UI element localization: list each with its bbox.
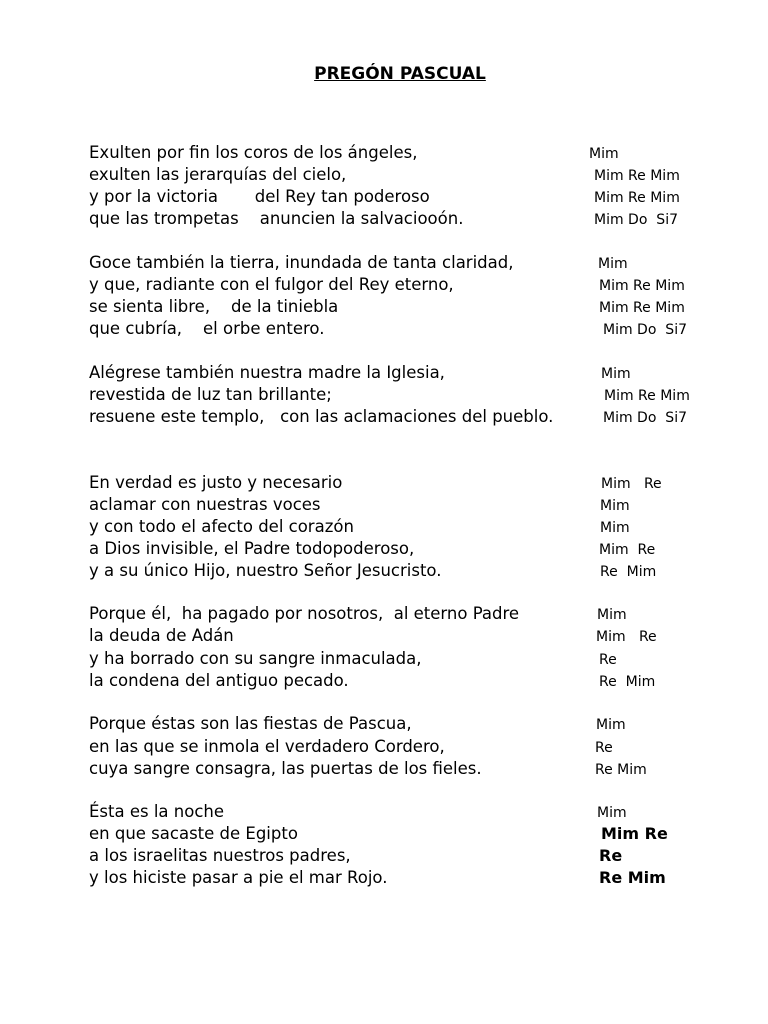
lyric-line: a los israelitas nuestros padres, [89, 846, 351, 865]
chord-label: Mim [597, 607, 627, 623]
chord-label: Mim [597, 805, 627, 821]
chord-label: Mim Re [596, 629, 657, 645]
chord-label: Mim [601, 366, 631, 382]
lyric-line: Goce también la tierra, inundada de tanta claridad, [89, 253, 514, 272]
lyric-line: en que sacaste de Egipto [89, 824, 298, 843]
lyric-line: revestida de luz tan brillante; [89, 385, 332, 404]
chord-label: Mim [600, 520, 630, 536]
chord-label: Mim Re [599, 542, 656, 558]
chord-label: Mim [596, 717, 626, 733]
lyric-line: la deuda de Adán [89, 626, 234, 645]
lyric-line: se sienta libre, de la tiniebla [89, 297, 339, 316]
lyric-line: exulten las jerarquías del cielo, [89, 165, 347, 184]
chord-label: Re Mim [599, 674, 656, 690]
lyric-line: y por la victoria del Rey tan poderoso [89, 187, 430, 206]
lyric-line: resuene este templo, con las aclamaciones del pueblo. [89, 407, 554, 426]
lyric-line: a Dios invisible, el Padre todopoderoso, [89, 539, 415, 558]
lyric-line: Alégrese también nuestra madre la Iglesia, [89, 363, 445, 382]
chord-label: Mim Re Mim [599, 278, 685, 294]
chord-label: Re Mim [599, 868, 666, 887]
chord-label: Mim Do Si7 [594, 212, 678, 228]
chord-label: Mim [600, 498, 630, 514]
lyric-line: y los hiciste pasar a pie el mar Rojo. [89, 868, 388, 887]
chord-label: Mim Re Mim [604, 388, 690, 404]
lyric-line: que las trompetas anuncien la salvaciooón. [89, 209, 464, 228]
chord-label: Mim [598, 256, 628, 272]
lyric-line: la condena del antiguo pecado. [89, 671, 349, 690]
lyric-line: Ésta es la noche [89, 802, 225, 821]
chord-label: Mim Re [601, 476, 662, 492]
lyric-line: y a su único Hijo, nuestro Señor Jesucristo. [89, 561, 442, 580]
chord-label: Re Mim [595, 762, 647, 778]
lyric-line: y ha borrado con su sangre inmaculada, [89, 649, 422, 668]
lyric-line: que cubría, el orbe entero. [89, 319, 325, 338]
chord-label: Mim Do Si7 [603, 322, 687, 338]
lyric-line: Exulten por fin los coros de los ángeles, [89, 143, 418, 162]
chord-label: Mim Re Mim [599, 300, 685, 316]
chord-label: Re [599, 846, 623, 865]
chord-label: Mim Do Si7 [603, 410, 687, 426]
page-title: PREGÓN PASCUAL [314, 64, 486, 84]
lyric-line: aclamar con nuestras voces [89, 495, 321, 514]
lyric-line: Porque éstas son las fiestas de Pascua, [89, 714, 412, 733]
chord-label: Mim Re [601, 824, 668, 843]
lyric-line: y que, radiante con el fulgor del Rey eterno, [89, 275, 454, 294]
lyric-line: Porque él, ha pagado por nosotros, al eterno Padre [89, 604, 520, 623]
chord-label: Re [595, 740, 613, 756]
chord-label: Mim [589, 146, 619, 162]
lyric-line: En verdad es justo y necesario [89, 473, 343, 492]
chord-label: Re Mim [600, 564, 657, 580]
chord-label: Re [599, 652, 617, 668]
chord-label: Mim Re Mim [594, 168, 680, 184]
lyric-line: en las que se inmola el verdadero Cordero, [89, 737, 445, 756]
lyric-line: y con todo el afecto del corazón [89, 517, 354, 536]
lyric-line: cuya sangre consagra, las puertas de los fieles. [89, 759, 482, 778]
chord-label: Mim Re Mim [594, 190, 680, 206]
